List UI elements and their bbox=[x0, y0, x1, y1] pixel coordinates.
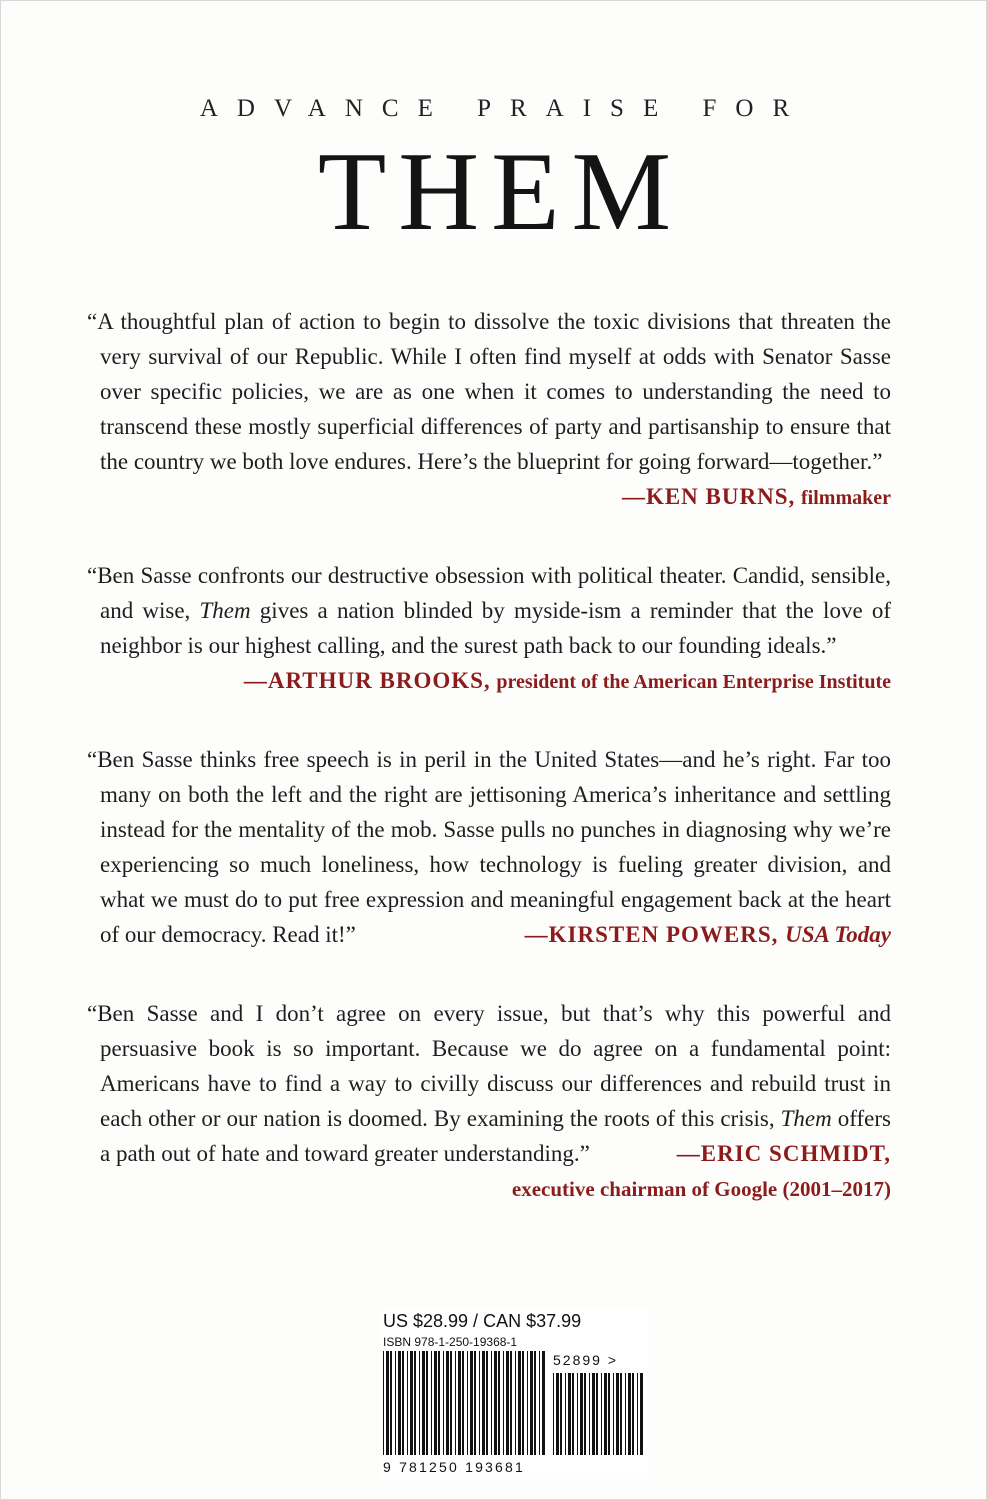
blurb-author: —KEN BURNS, bbox=[621, 484, 796, 509]
ean-bars bbox=[383, 1351, 545, 1455]
barcode-bar bbox=[620, 1373, 622, 1455]
blurb-ken-burns bbox=[87, 304, 891, 516]
blurb-eric-schmidt bbox=[87, 996, 891, 1207]
book-title: THEM bbox=[317, 130, 684, 254]
ean-number: 9 781250 193681 bbox=[383, 1459, 525, 1475]
barcode-bar bbox=[506, 1351, 509, 1455]
blurb-author: —ERIC SCHMIDT, bbox=[676, 1141, 891, 1166]
blurb-role: executive chairman of Google (2001–2017) bbox=[511, 1177, 891, 1201]
blurb-attribution bbox=[87, 663, 891, 700]
barcode-bar bbox=[491, 1351, 492, 1455]
barcode-bar bbox=[467, 1351, 468, 1455]
blurb-quote: “Ben Sasse confronts our destructive obsession with political theater. Candid, sensible, and wise, Them gives a nation blinded by myside-ism a reminder that the love of neighbor is our highest calling, and the surest path back to our founding ideals.” bbox=[87, 563, 891, 658]
barcode-bar bbox=[601, 1373, 602, 1455]
blurb-role: president of the American Enterprise Institute bbox=[496, 671, 891, 693]
barcode-bar bbox=[402, 1351, 404, 1455]
barcode-bar bbox=[522, 1351, 524, 1455]
blurb-role: USA Today bbox=[785, 922, 891, 947]
barcode-bar bbox=[613, 1373, 614, 1455]
barcode-bar bbox=[443, 1351, 444, 1455]
barcode-bar bbox=[383, 1351, 384, 1455]
barcode-bar bbox=[530, 1351, 533, 1455]
barcode-bar bbox=[422, 1351, 425, 1455]
blurb-attribution bbox=[87, 479, 891, 516]
barcode-bar bbox=[596, 1373, 598, 1455]
barcode-bar bbox=[462, 1351, 464, 1455]
barcode-bar bbox=[568, 1373, 571, 1455]
isbn-label: ISBN 978-1-250-19368-1 bbox=[383, 1335, 518, 1349]
barcode-bar bbox=[577, 1373, 578, 1455]
barcode-bar bbox=[446, 1351, 449, 1455]
barcode-bar bbox=[450, 1351, 452, 1455]
barcode-bar bbox=[637, 1373, 638, 1455]
barcode-bar bbox=[542, 1351, 545, 1455]
barcode-bar bbox=[539, 1351, 540, 1455]
barcode-bar bbox=[419, 1351, 420, 1455]
barcode-bar bbox=[616, 1373, 619, 1455]
addon-code: 52899 > bbox=[553, 1352, 618, 1368]
blurb-quote: “A thoughtful plan of action to begin to dissolve the toxic divisions that threaten the very survival of our Republic. While I often find myself at odds with Senator Sasse over specific policies, we are as one when it comes to understanding the need to transcend these mostly superficial differences of party and partisanship to ensure that the country we both love endures. Here’s the blueprint for going forward—together.” bbox=[87, 309, 891, 474]
barcode-bar bbox=[604, 1373, 607, 1455]
barcode-bar bbox=[503, 1351, 504, 1455]
barcode-bar bbox=[556, 1373, 559, 1455]
barcode-bar bbox=[410, 1351, 413, 1455]
barcode-bar bbox=[494, 1351, 497, 1455]
barcode-bar bbox=[470, 1351, 473, 1455]
barcode-bar bbox=[482, 1351, 485, 1455]
blurb-role: filmmaker bbox=[801, 487, 891, 509]
barcode-bar bbox=[625, 1373, 626, 1455]
barcode-bar bbox=[386, 1351, 389, 1455]
barcode-bar bbox=[438, 1351, 440, 1455]
barcode-bar bbox=[458, 1351, 461, 1455]
barcode-bar bbox=[572, 1373, 574, 1455]
barcode-bar bbox=[560, 1373, 562, 1455]
barcode-bar bbox=[434, 1351, 437, 1455]
barcode-bar bbox=[515, 1351, 516, 1455]
price-label: US $28.99 / CAN $37.99 bbox=[383, 1311, 582, 1331]
advance-praise-heading: ADVANCE PRAISE FOR bbox=[199, 95, 809, 122]
blurb-kirsten-powers bbox=[87, 742, 891, 952]
barcode-bar bbox=[565, 1373, 566, 1455]
barcode-bar bbox=[580, 1373, 583, 1455]
blurb-author: —ARTHUR BROOKS, bbox=[243, 668, 491, 693]
blurb-quote: “Ben Sasse thinks free speech is in peril in the United States—and he’s right. Far too many on both the left and the right are jettisoning America’s inheritance and settling instead for the mentality of the mob. Sasse pulls no punches in diagnosing why we’re experiencing so much loneliness, how technology is fueling greater division, and what we must do to put free expression and meaningful engagement back at the heart of our democracy. Read it!” —KIRSTEN POWERS, USA Today bbox=[87, 742, 891, 952]
barcode-bar bbox=[479, 1351, 480, 1455]
blurb-author: —KIRSTEN POWERS, bbox=[524, 922, 779, 947]
addon-bars bbox=[553, 1373, 643, 1455]
barcode-bar bbox=[474, 1351, 476, 1455]
barcode-bar bbox=[395, 1351, 396, 1455]
barcode-bar bbox=[640, 1373, 643, 1455]
barcode-bar bbox=[398, 1351, 401, 1455]
barcode-bar bbox=[527, 1351, 528, 1455]
barcode-bar bbox=[498, 1351, 500, 1455]
barcode-bar bbox=[510, 1351, 512, 1455]
barcode-bar bbox=[518, 1351, 521, 1455]
barcode-bar bbox=[553, 1373, 554, 1455]
blurb-attribution bbox=[525, 917, 891, 952]
isbn-barcode-block bbox=[381, 1309, 649, 1479]
barcode-bar bbox=[426, 1351, 428, 1455]
barcode-bar bbox=[534, 1351, 536, 1455]
barcode-bar bbox=[431, 1351, 432, 1455]
barcode-bar bbox=[486, 1351, 488, 1455]
barcode-bar bbox=[589, 1373, 590, 1455]
barcode-bar bbox=[592, 1373, 595, 1455]
barcode-bar bbox=[608, 1373, 610, 1455]
barcode-bar bbox=[407, 1351, 408, 1455]
blurb-attribution bbox=[87, 1171, 891, 1207]
blurb-arthur-brooks bbox=[87, 558, 891, 700]
blurb-quote: “Ben Sasse and I don’t agree on every issue, but that’s why this powerful and persuasive book is so important. Because we do agree on a fundamental point: Americans have to find a way to civilly discuss our differences and rebuild trust in each other or our nation is doomed. By examining the roots of this crisis, Them offers a path out of hate and toward greater understanding.” —ERIC SCHMIDT, bbox=[87, 996, 891, 1171]
barcode-bar bbox=[584, 1373, 586, 1455]
barcode-bar bbox=[632, 1373, 634, 1455]
barcode-bar bbox=[628, 1373, 631, 1455]
barcode-bar bbox=[455, 1351, 456, 1455]
barcode-bar bbox=[414, 1351, 416, 1455]
barcode-bar bbox=[390, 1351, 392, 1455]
